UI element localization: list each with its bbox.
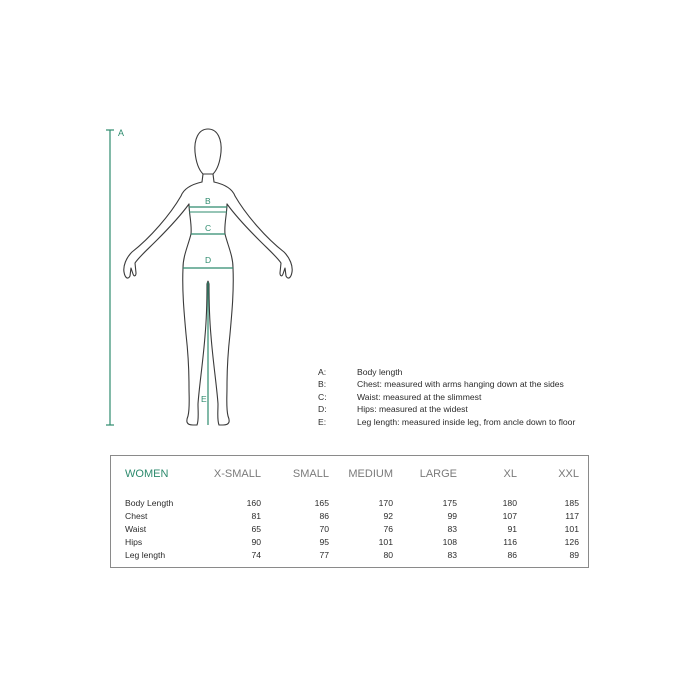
legend-row-e — [318, 416, 575, 428]
legend-row-a — [318, 366, 575, 378]
body-length-marker — [106, 128, 124, 425]
legend-row-b — [318, 378, 575, 390]
column-header-women: WOMEN — [125, 468, 169, 480]
legend-key: C: — [318, 391, 327, 402]
table-cell: 77 — [319, 549, 329, 560]
row-label: Leg length — [125, 549, 166, 560]
table-cell: 80 — [383, 549, 393, 560]
table-row — [125, 510, 579, 523]
table-cell: 101 — [378, 536, 393, 547]
table-cell: 91 — [507, 523, 517, 534]
table-cell: 70 — [319, 523, 329, 534]
table-cell: 95 — [319, 536, 329, 547]
column-header-size: X-SMALL — [213, 468, 261, 480]
legend-key: E: — [318, 416, 327, 427]
legend-key: B: — [318, 379, 327, 390]
table-cell: 185 — [564, 498, 579, 509]
table-cell: 101 — [564, 523, 579, 534]
row-label: Chest — [125, 511, 148, 522]
table-cell: 74 — [251, 549, 261, 560]
table-cell: 86 — [507, 549, 517, 560]
legend-row-c — [318, 391, 575, 403]
table-cell: 180 — [502, 498, 517, 509]
row-label: Body Length — [125, 498, 174, 509]
table-cell: 165 — [314, 498, 329, 509]
waist-marker — [191, 223, 225, 234]
marker-a-label: A — [118, 128, 125, 138]
table-cell: 90 — [251, 536, 261, 547]
marker-c-label: C — [205, 223, 212, 233]
legend-text: Chest: measured with arms hanging down at the sides — [357, 379, 564, 390]
table-cell: 76 — [383, 523, 393, 534]
table-cell: 175 — [442, 498, 457, 509]
table-cell: 83 — [447, 523, 457, 534]
legend-text: Hips: measured at the widest — [357, 404, 468, 415]
legend-key: A: — [318, 367, 327, 377]
table-cell: 65 — [251, 523, 261, 534]
table-cell: 81 — [251, 511, 261, 522]
column-header-size: XL — [503, 468, 517, 480]
row-label: Waist — [125, 523, 147, 534]
table-cell: 117 — [565, 511, 579, 522]
size-chart-box — [110, 455, 589, 568]
column-header-size: SMALL — [292, 468, 329, 480]
column-header-size: LARGE — [419, 468, 457, 480]
neck-outline — [202, 174, 214, 182]
legend-text: Waist: measured at the slimmest — [357, 391, 482, 402]
legend-row-d — [318, 403, 575, 415]
table-cell: 89 — [569, 549, 579, 560]
legend-key: D: — [318, 404, 327, 415]
chest-marker — [189, 196, 227, 212]
table-cell: 92 — [383, 511, 393, 522]
table-cell: 116 — [503, 536, 517, 547]
marker-d-label: D — [205, 255, 212, 265]
table-row — [125, 535, 579, 548]
column-header-size: MEDIUM — [348, 468, 393, 480]
marker-b-label: B — [205, 196, 211, 206]
table-header-row — [125, 464, 579, 484]
legend-text: Body length — [357, 367, 403, 377]
column-header-size: XXL — [558, 468, 579, 480]
marker-e-label: E — [201, 394, 207, 404]
right-arm-outline — [214, 182, 292, 278]
measurement-legend — [318, 366, 575, 428]
table-cell: 126 — [564, 536, 579, 547]
table-cell: 160 — [246, 498, 261, 509]
legend-text: Leg length: measured inside leg, from ancle down to floor — [357, 416, 576, 427]
table-cell: 83 — [447, 549, 457, 560]
left-leg-outline — [183, 204, 207, 425]
hips-marker — [183, 255, 233, 268]
table-row — [125, 497, 579, 510]
table-row — [125, 523, 579, 536]
right-leg-outline — [209, 204, 233, 425]
table-cell: 107 — [502, 511, 517, 522]
left-arm-outline — [124, 182, 202, 278]
head-outline — [195, 129, 221, 174]
table-cell: 99 — [447, 511, 457, 522]
table-cell: 86 — [319, 511, 329, 522]
size-chart-table — [125, 464, 579, 561]
table-cell: 108 — [442, 536, 457, 547]
table-cell: 170 — [378, 498, 393, 509]
row-label: Hips — [125, 536, 143, 547]
table-row — [125, 548, 579, 561]
